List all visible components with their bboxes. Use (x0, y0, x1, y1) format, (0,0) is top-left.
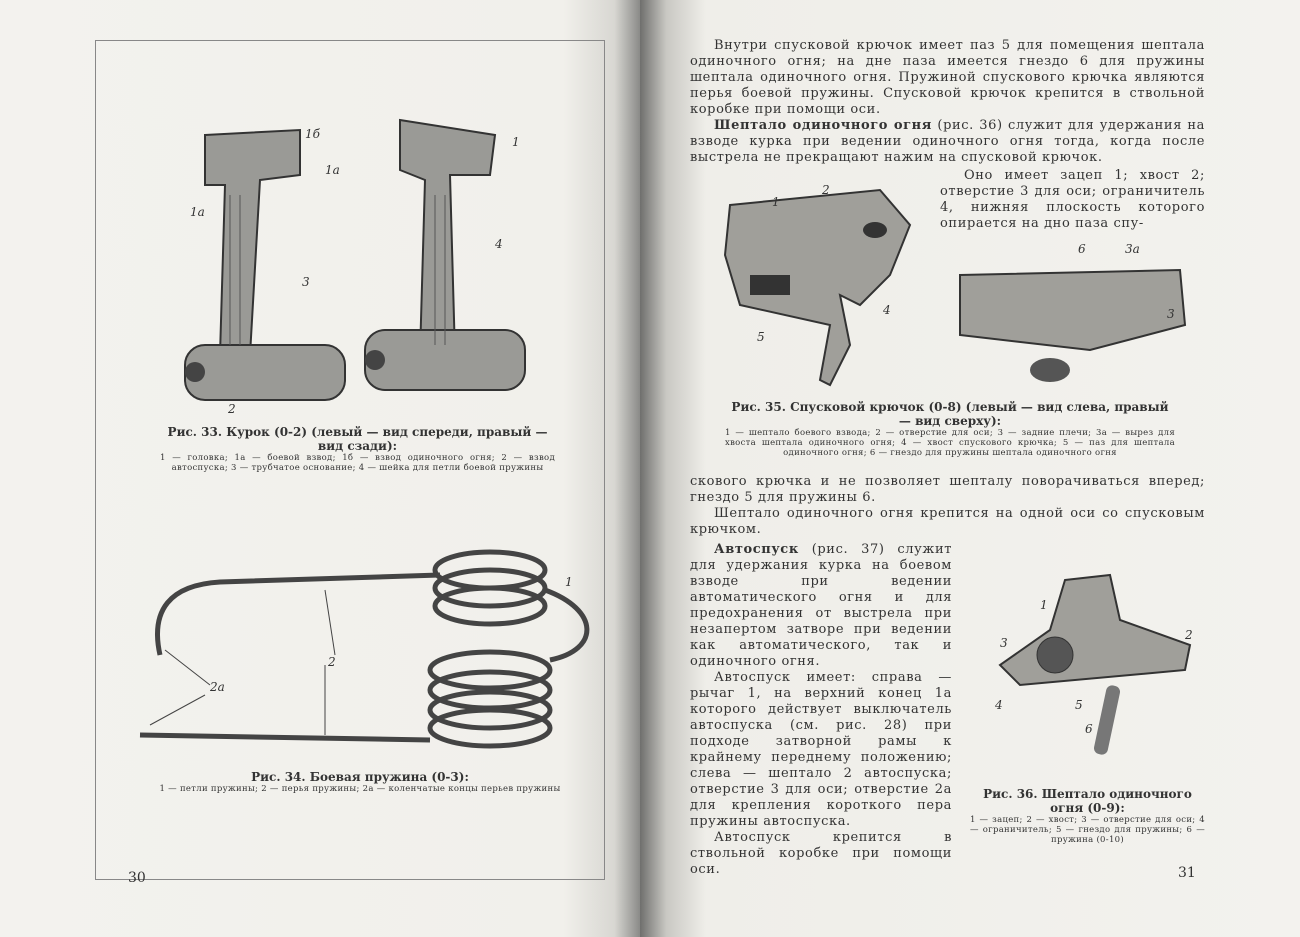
paragraph: скового крючка и не позволяет шепталу поворачиваться вперед; гнездо 5 для пружины 6. (690, 474, 1205, 505)
term-bold: Автоспуск (714, 542, 799, 557)
fig33-label: 1б (305, 127, 320, 141)
fig35-label: 4 (883, 303, 891, 317)
fig36-label: 3 (1000, 636, 1008, 650)
fig36-sear-illustration (990, 570, 1200, 770)
fig35-trigger-illustration (710, 185, 1210, 395)
fig35-label: 5 (757, 330, 765, 344)
fig33-label: 3 (302, 275, 310, 289)
fig33-hammer-illustration (150, 115, 570, 415)
fig36-title: Рис. 36. Шептало одиночного огня (0-9): (983, 787, 1192, 815)
fig35-label: 6 (1078, 242, 1086, 256)
fig35-label: 3 (1167, 307, 1175, 321)
paragraph: Шептало одиночного огня (рис. 36) служит для удержания на взводе курка при ведении одиночного огня тогда, когда после выстрела не прекращают нажим на спусковой крючок. (690, 118, 1205, 165)
fig36-label: 6 (1085, 722, 1093, 736)
text-top (690, 38, 1205, 166)
fig35-caption (725, 400, 1175, 458)
fig33-label: 4 (495, 237, 503, 251)
paragraph: Оно имеет зацеп 1; хвост 2; отверстие 3 для оси; ограничитель 4, нижняя плоскость которого опирается на дно паза спу- (940, 168, 1205, 231)
fig35-label: 1 (772, 195, 780, 209)
fig36-label: 2 (1185, 628, 1193, 642)
paragraph: Шептало одиночного огня крепится на одной оси со спусковым крючком. (690, 506, 1205, 537)
fig35-label: 2 (822, 183, 830, 197)
fig33-label: 2 (228, 402, 236, 416)
fig34-label: 2 (328, 655, 336, 669)
page-number: 31 (1178, 865, 1196, 881)
right-page (640, 0, 1300, 937)
fig36-legend: 1 — зацеп; 2 — хвост; 3 — отверстие для оси; 4 — ограничитель; 5 — гнездо для пружины; 6 — пружина (0-10) (970, 815, 1205, 845)
fig34-spring-illustration (130, 530, 610, 760)
text-left-column (690, 542, 952, 878)
fig36-caption (970, 787, 1205, 845)
fig33-label: 1а (190, 205, 205, 219)
paragraph: Автоспуск (рис. 37) служит для удержания курка на боевом взводе при ведении автоматического огня и для предохранения от выстрела при незапертом затворе при ведении как автоматического, так и одиночного огня. (690, 542, 952, 669)
fig33-legend: 1 — головка; 1а — боевой взвод; 1б — взвод одиночного огня; 2 — взвод автоспуска; 3 — трубчатое основание; 4 — шейка для петли боевой пружины (160, 453, 555, 473)
left-page (0, 0, 640, 937)
fig34-legend: 1 — петли пружины; 2 — перья пружины; 2а — коленчатые концы перьев пружины (159, 784, 561, 794)
fig36-label: 4 (995, 698, 1003, 712)
paragraph: Автоспуск крепится в ствольной коробке при помощи оси. (690, 830, 952, 877)
fig34-caption (130, 770, 590, 794)
paragraph: Автоспуск имеет: справа — рычаг 1, на верхний конец 1а которого действует выключатель автоспуска (см. рис. 28) при подходе затворной рамы к крайнему переднему положению; слева — шептало 2 автоспуска; отверстие 3 для оси; отверстие 2а для крепления короткого пера пружины автоспуска. (690, 670, 952, 829)
fig36-label: 5 (1075, 698, 1083, 712)
text-middle (690, 474, 1205, 538)
fig33-label: 1 (512, 135, 520, 149)
paragraph: Внутри спусковой крючок имеет паз 5 для помещения шептала одиночного огня; на дне паза имеется гнездо 6 для пружины шептала одиночного огня. Пружиной спускового крючка являются перья боевой пружины. Спусковой крючок крепится в ствольной коробке при помощи оси. (690, 38, 1205, 117)
fig35-legend: 1 — шептало боевого взвода; 2 — отверстие для оси; 3 — задние плечи; 3а — вырез для хвоста шептала одиночного огня; 4 — хвост спускового крючка; 5 — паз для шептала одиночного огня; 6 — гнездо для пружины шептала одиночного огня (725, 428, 1175, 458)
fig33-title: Рис. 33. Курок (0-2) (левый — вид спереди, правый — вид сзади): (167, 425, 548, 453)
term-bold: Шептало одиночного огня (714, 118, 933, 133)
fig35-title: Рис. 35. Спусковой крючок (0-8) (левый — вид слева, правый — вид сверху): (731, 400, 1169, 428)
page-number: 30 (128, 870, 146, 886)
fig36-label: 1 (1040, 598, 1048, 612)
fig34-label: 1 (565, 575, 573, 589)
fig33-caption (160, 425, 555, 473)
fig34-label: 2а (210, 680, 225, 694)
fig35-label: 3а (1125, 242, 1140, 256)
fig34-title: Рис. 34. Боевая пружина (0-3): (251, 770, 469, 784)
fig33-label: 1а (325, 163, 340, 177)
